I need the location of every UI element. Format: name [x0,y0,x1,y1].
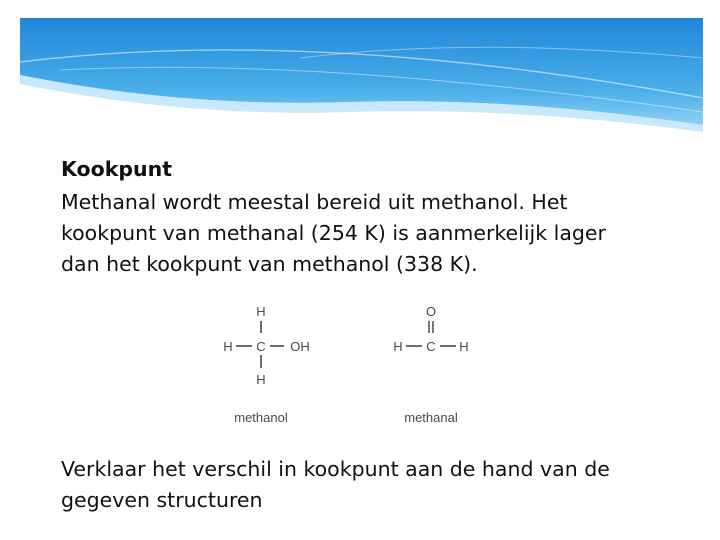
slide-question [61,454,681,516]
methanal-label: methanal [404,410,458,425]
methanol-atom-center: C [256,339,266,354]
methanal-atom-top: O [425,304,437,319]
slide-body [61,187,661,280]
question-line: gegeven structuren [61,488,263,512]
body-line: kookpunt van methanal (254 K) is aanmerkelijk lager [61,221,606,245]
header-banner [0,0,720,140]
methanol-atom-left: H [223,339,233,354]
question-line: Verklaar het verschil in kookpunt aan de hand van de [61,457,610,481]
structure-figure [214,296,494,432]
methanol-atom-top: H [256,304,266,319]
methanal-atom-right: H [459,339,469,354]
body-line: dan het kookpunt van methanol (338 K). [61,252,478,276]
methanal-structure [393,304,468,425]
methanal-atom-center: C [426,339,436,354]
methanol-structure [223,304,309,425]
body-line: Methanal wordt meestal bereid uit methanol. Het [61,190,568,214]
methanal-atom-left: H [393,339,403,354]
methanol-atom-right: OH [290,339,310,354]
methanol-atom-bottom: H [256,372,266,387]
methanol-label: methanol [234,410,288,425]
slide-heading: Kookpunt [61,157,172,181]
